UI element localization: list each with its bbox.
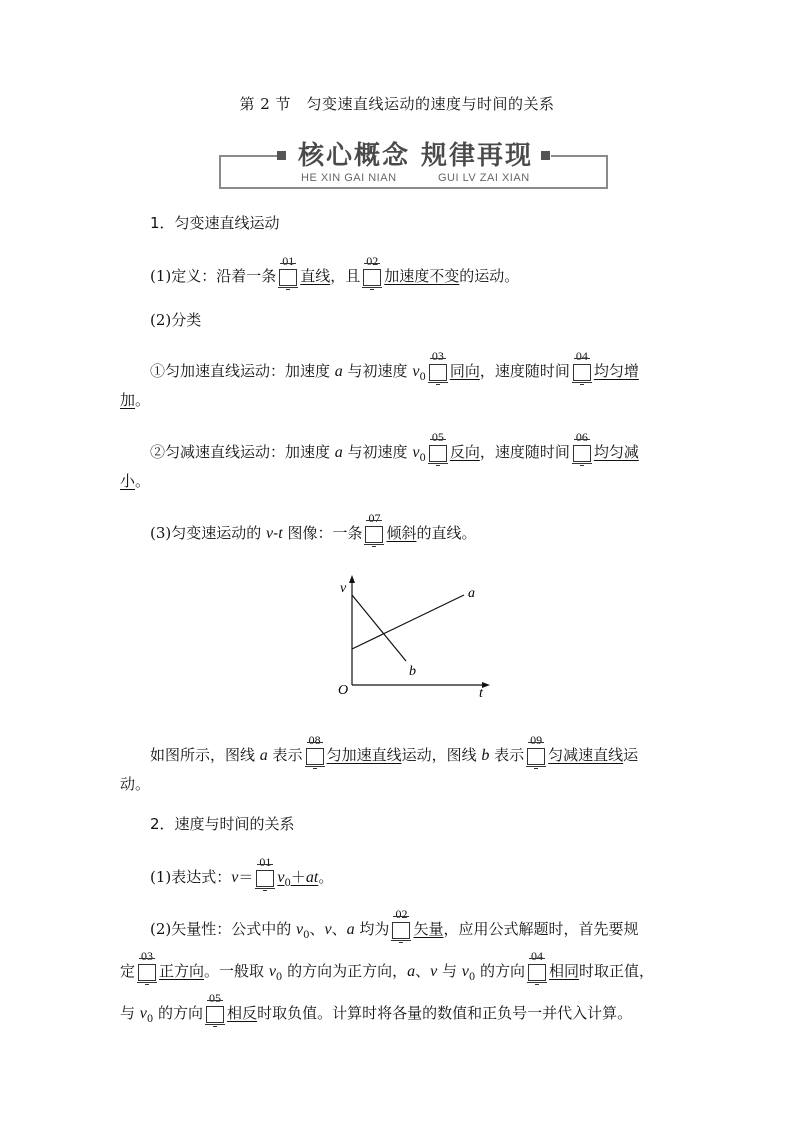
v-axis-arrow-icon — [349, 575, 355, 583]
section-banner — [219, 133, 606, 189]
answer-text: 矢量 — [413, 920, 444, 938]
answer-text: 加速度不变 — [384, 267, 460, 285]
answer-blank-icon: 08 — [305, 740, 325, 766]
banner-rule-left — [219, 155, 277, 157]
answer-text: 均匀减 — [593, 443, 639, 461]
answer-blank-icon: 02 — [362, 261, 382, 287]
caption-line: 如图所示，图线 a 表示 08 匀加速直线运动，图线 b 表示 09 匀减速直线运 — [150, 740, 710, 766]
answer-blank-icon: 07 — [364, 518, 384, 544]
line-b-label: b — [409, 664, 416, 679]
classify-line: (2)分类 — [150, 311, 202, 329]
accel-line-cont: 加。 — [120, 391, 151, 409]
answer-text: 匀减速直线 — [548, 746, 624, 764]
vt-graph — [330, 569, 500, 699]
caption-line-cont: 动。 — [120, 775, 151, 793]
answer-blank-icon: 03 — [428, 356, 448, 382]
answer-blank-icon: 04 — [572, 356, 592, 382]
expression-line: (1)表达式：v＝ 01 $v_0+at$。 — [150, 855, 334, 889]
decel-line-cont: 小。 — [120, 472, 151, 490]
answer-blank-icon: 05 — [428, 437, 448, 463]
line-a-label: a — [468, 586, 475, 601]
banner-rule-right — [551, 155, 606, 157]
vector-line-1: (2)矢量性：公式中的 $v_0$、v、a 均为 02 矢量，应用公式解题时，首先要规 — [150, 907, 639, 941]
answer-blank-icon: 06 — [572, 437, 592, 463]
answer-blank-icon: 02 — [391, 914, 411, 940]
line-a — [352, 595, 464, 649]
origin-label: O — [338, 683, 349, 698]
answer-text: 相反 — [227, 1004, 258, 1022]
t-axis-label: t — [479, 686, 483, 699]
banner-square-icon-right — [541, 151, 550, 160]
banner-square-icon-left — [277, 151, 286, 160]
answer-blank-icon: 01 — [278, 261, 298, 287]
line-b — [352, 595, 406, 661]
answer-blank-icon: 03 — [137, 956, 157, 982]
answer-text: 匀加速直线 — [326, 746, 402, 764]
answer-text: 正方向 — [159, 962, 205, 980]
v-axis-label: v — [340, 581, 347, 596]
vt-line: (3)匀变速运动的 v-t 图像：一条 07 倾斜的直线。 — [150, 518, 710, 544]
answer-text: 反向 — [449, 443, 480, 461]
banner-pinyin-right: GUI LV ZAI XIAN — [438, 172, 530, 184]
vt-graph-svg — [330, 569, 500, 699]
heading-1: 1．匀变速直线运动 — [150, 214, 280, 232]
answer-blank-icon: 09 — [526, 740, 546, 766]
answer-text: 相同 — [549, 962, 580, 980]
answer-text: 直线 — [300, 267, 331, 285]
vector-line-2: 定 03 正方向。一般取 $v_0$ 的方向为正方向，a、v 与 $v_0$ 的方向 04 相同时取正值， — [120, 949, 655, 983]
definition-line: (1)定义：沿着一条 01 直线，且 02 加速度不变的运动。 — [150, 261, 710, 287]
t-axis-arrow-icon — [482, 682, 490, 688]
decel-line: ②匀减速直线运动：加速度 a 与初速度 $v_0$ 05 反向，速度随时间 06 均匀减 — [150, 430, 639, 464]
answer-blank-icon: 04 — [527, 956, 547, 982]
banner-pinyin-left: HE XIN GAI NIAN — [301, 172, 397, 184]
section-title: 第 2 节 匀变速直线运动的速度与时间的关系 — [239, 95, 555, 113]
vector-line-3: 与 $v_0$ 的方向 05 相反时取负值。计算时将各量的数值和正负号一并代入计算。 — [120, 991, 633, 1025]
banner-title: 核心概念 规律再现 — [297, 141, 534, 171]
answer-text: $v_0+at$ — [277, 868, 319, 889]
answer-blank-icon: 01 — [255, 862, 275, 888]
answer-text: 同向 — [449, 362, 480, 380]
accel-line: ①匀加速直线运动：加速度 a 与初速度 $v_0$ 03 同向，速度随时间 04 均匀增 — [150, 349, 639, 383]
answer-text: 均匀增 — [593, 362, 639, 380]
answer-text: 倾斜 — [386, 524, 417, 542]
heading-2: 2．速度与时间的关系 — [150, 815, 295, 833]
answer-blank-icon: 05 — [205, 998, 225, 1024]
